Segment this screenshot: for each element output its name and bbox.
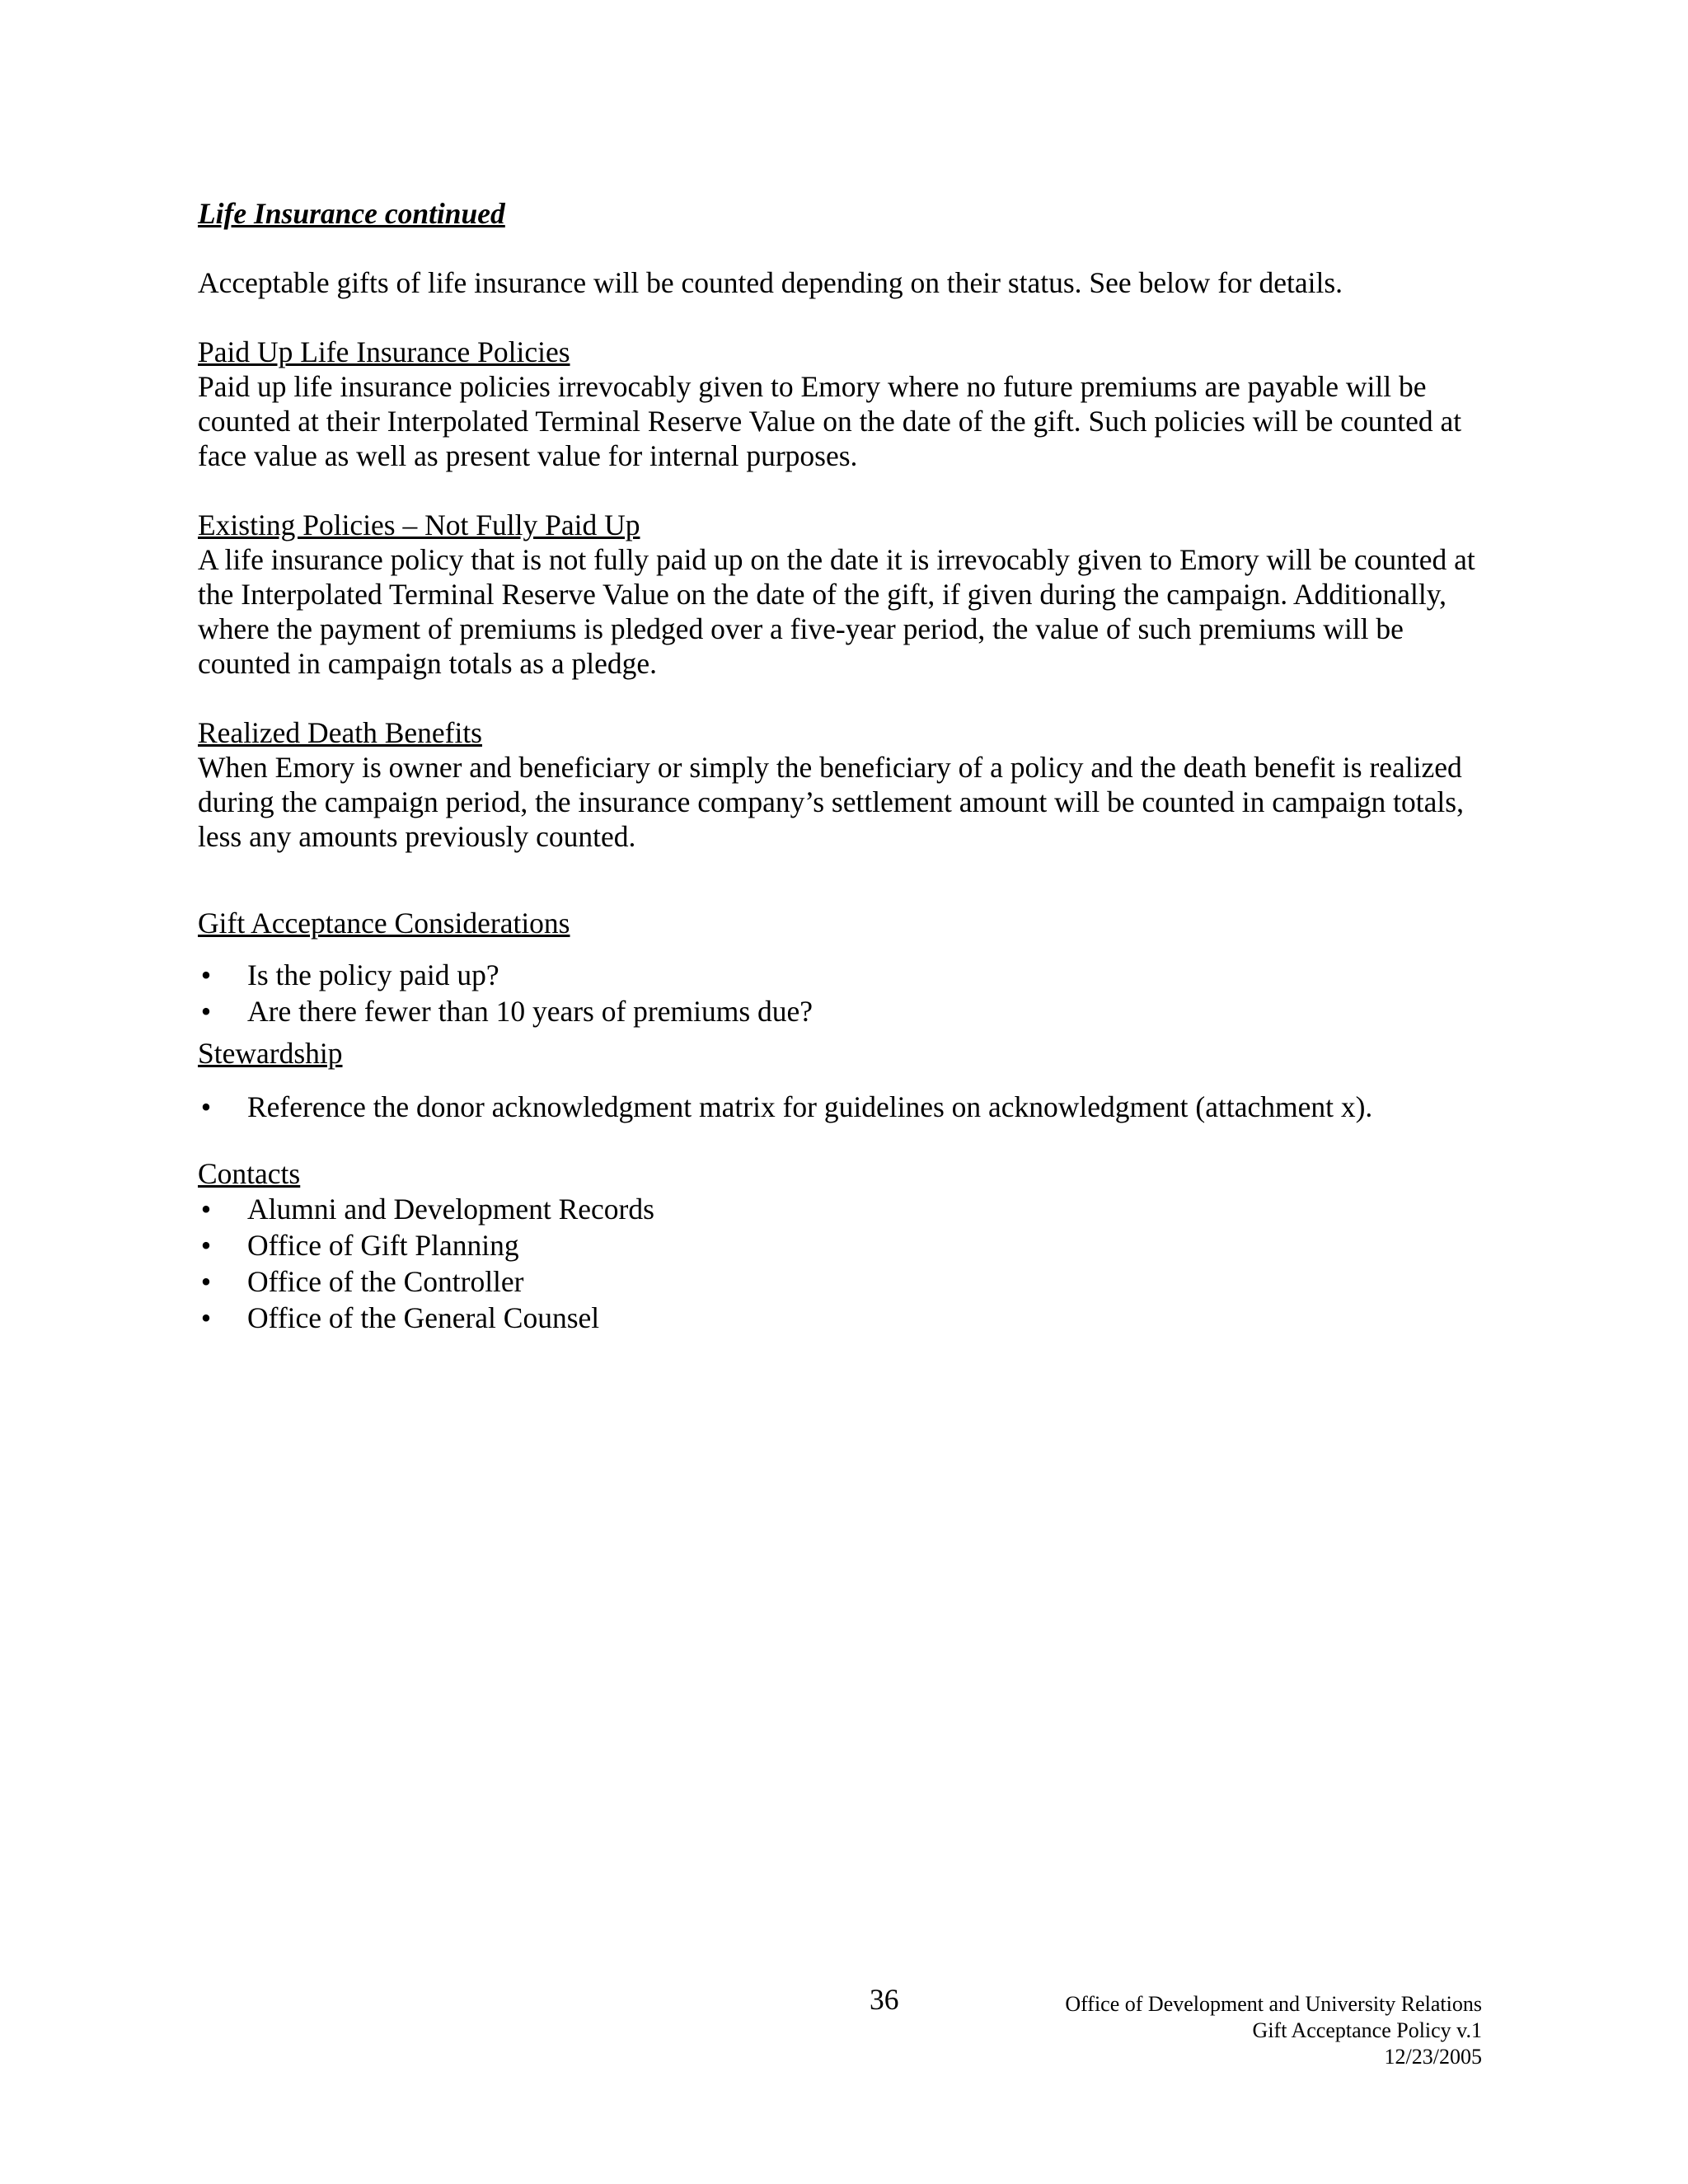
section-body: Paid up life insurance policies irrevocably given to Emory where no future premiums are payable will be counted at their Interpolated Terminal Reserve Value on the date of the gift. Such policies will be counted at face value as well as present value for internal purposes. xyxy=(198,370,1462,472)
list-item-text: Is the policy paid up? xyxy=(247,958,499,991)
bullet-icon: • xyxy=(200,1301,212,1334)
list-item-text: Office of Gift Planning xyxy=(247,1229,519,1262)
section-death-benefits xyxy=(198,715,1484,854)
list-item-text: Are there fewer than 10 years of premiums due? xyxy=(247,995,814,1028)
list-item-text: Office of the Controller xyxy=(247,1265,524,1298)
list-item xyxy=(198,1300,1484,1336)
footer-info xyxy=(1065,1991,1482,2070)
list-item xyxy=(198,1263,1484,1300)
footer-document: Gift Acceptance Policy v.1 xyxy=(1252,2018,1482,2042)
bullet-icon: • xyxy=(200,1090,212,1123)
list-item xyxy=(198,993,1484,1029)
bullet-icon: • xyxy=(200,1193,212,1226)
section-existing-policies xyxy=(198,508,1484,681)
list-item-text: Alumni and Development Records xyxy=(247,1193,654,1226)
section-title: Paid Up Life Insurance Policies xyxy=(198,335,570,368)
considerations-section xyxy=(198,906,1484,1029)
footer-office: Office of Development and University Relations xyxy=(1065,1992,1482,2016)
section-body: When Emory is owner and beneficiary or simply the beneficiary of a policy and the death benefit is realized during the campaign period, the insurance company’s settlement amount will be counted in campaign totals, less any amounts previously counted. xyxy=(198,751,1464,853)
section-title: Realized Death Benefits xyxy=(198,716,482,749)
list-item xyxy=(198,1191,1484,1227)
page-number: 36 xyxy=(870,1983,899,2016)
stewardship-title: Stewardship xyxy=(198,1037,343,1070)
contacts-title: Contacts xyxy=(198,1157,301,1190)
stewardship-list xyxy=(198,1089,1484,1125)
bullet-icon: • xyxy=(200,1265,212,1298)
section-paid-up-policies xyxy=(198,335,1484,473)
stewardship-section xyxy=(198,1036,1484,1125)
intro-paragraph: Acceptable gifts of life insurance will be counted depending on their status. See below for details. xyxy=(198,266,1343,299)
considerations-list xyxy=(198,957,1484,1029)
bullet-icon: • xyxy=(200,958,212,991)
contacts-section xyxy=(198,1156,1484,1336)
contacts-list xyxy=(198,1191,1484,1336)
list-item-text: Reference the donor acknowledgment matrix for guidelines on acknowledgment (attachment x). xyxy=(247,1090,1373,1123)
page-content xyxy=(198,196,1484,1336)
footer-date: 12/23/2005 xyxy=(1384,2045,1482,2069)
considerations-title: Gift Acceptance Considerations xyxy=(198,907,570,940)
bullet-icon: • xyxy=(200,995,212,1028)
list-item-text: Office of the General Counsel xyxy=(247,1301,600,1334)
section-title: Existing Policies – Not Fully Paid Up xyxy=(198,509,640,541)
list-item xyxy=(198,957,1484,993)
section-body: A life insurance policy that is not fully paid up on the date it is irrevocably given to Emory will be counted at the Interpolated Terminal Reserve Value on the date of the gift, if given during the campaign. Additionally, where the payment of premiums is pledged over a five-year period, the value of such premiums will be counted in campaign totals as a pledge. xyxy=(198,543,1475,680)
list-item xyxy=(198,1227,1484,1263)
bullet-icon: • xyxy=(200,1229,212,1262)
page-heading: Life Insurance continued xyxy=(198,197,505,230)
list-item xyxy=(198,1089,1484,1125)
